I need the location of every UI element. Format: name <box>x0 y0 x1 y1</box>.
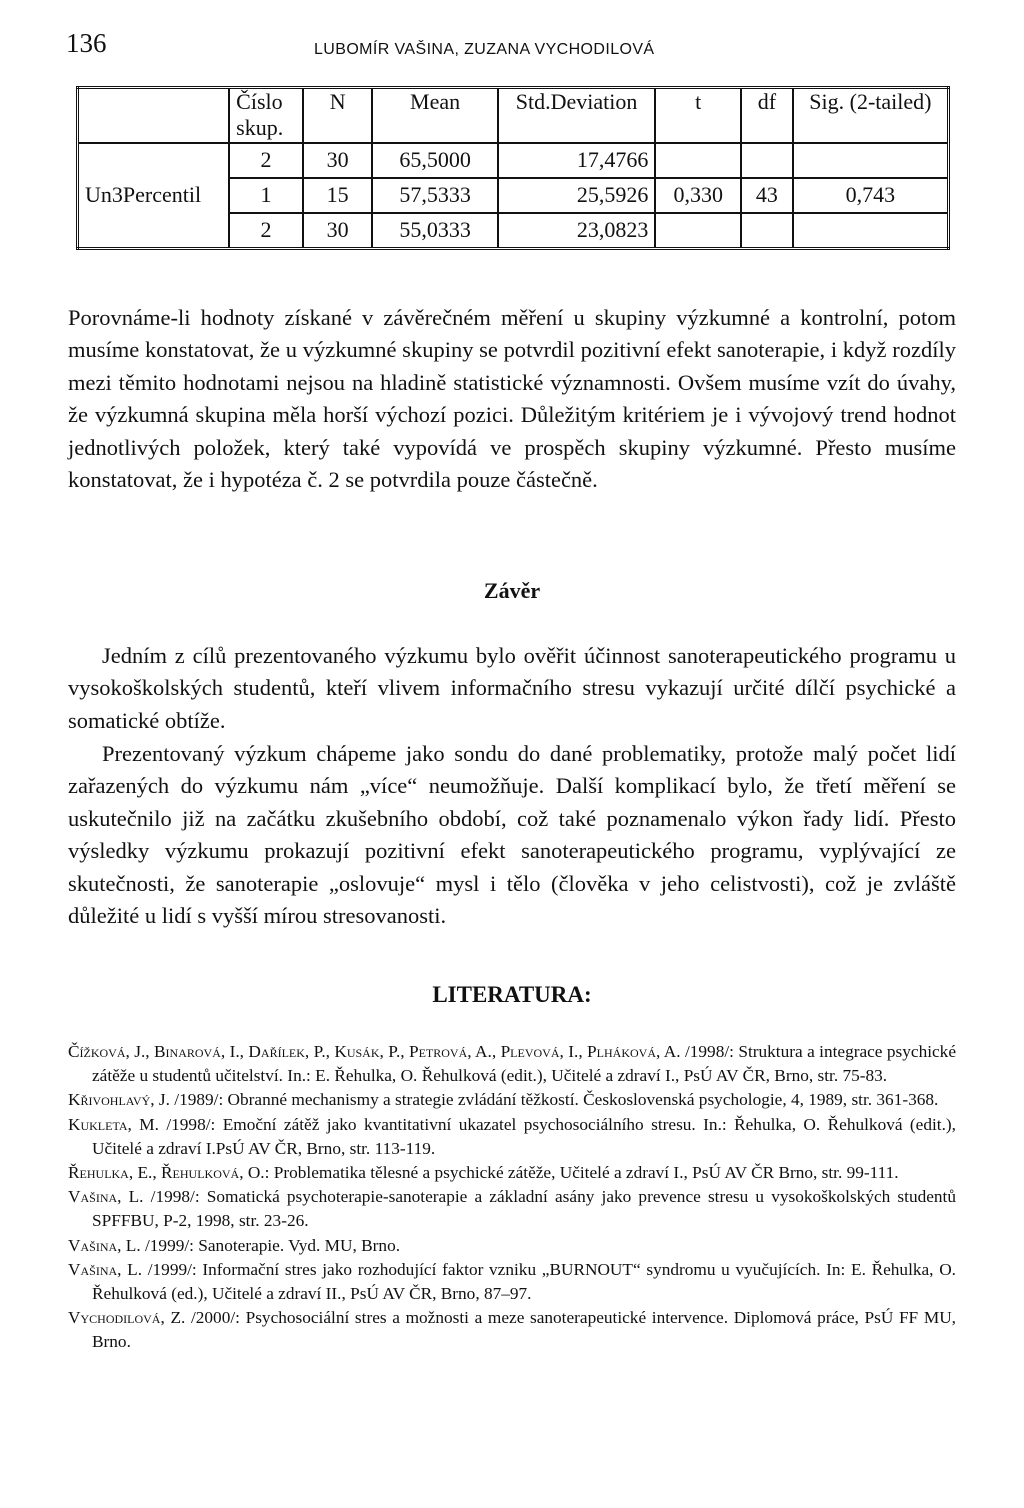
page-number: 136 <box>66 28 107 58</box>
column-header: N <box>303 88 372 143</box>
table-cell <box>655 213 741 249</box>
table-cell: 55,0333 <box>372 213 497 249</box>
paragraph-conclusion-1: Jedním z cílů prezentovaného výzkumu bylo ověřit účinnost sanoterapeutického programu u vysokoškolských studentů, kteří vlivem informačního stresu vykazují určité dílčí psychické a somatické obtíže. <box>68 643 956 733</box>
row-label: Un3Percentil <box>78 143 230 249</box>
page-header <box>66 28 956 64</box>
reference-text: /2000/: Psychosociální stres a možnosti a meze sanoterapeutické intervence. Diplomová práce, PsÚ FF MU, Brno. <box>92 1308 956 1352</box>
reference-author: Kukleta, M. <box>68 1114 159 1134</box>
reference-item <box>68 1234 956 1258</box>
reference-list <box>68 1040 956 1355</box>
table-header-row <box>78 88 949 143</box>
reference-text: : Problematika tělesné a psychické zátěže, Učitelé a zdraví I., PsÚ AV ČR Brno, str. 99-111. <box>264 1163 899 1183</box>
column-header: Sig. (2-tailed) <box>793 88 949 143</box>
table-cell: 0,330 <box>655 178 741 213</box>
column-header: Mean <box>372 88 497 143</box>
reference-author: Vychodilová, Z. <box>68 1308 186 1328</box>
reference-item <box>68 1040 956 1088</box>
table-cell <box>655 143 741 178</box>
table-cell <box>793 143 949 178</box>
table-cell <box>741 213 793 249</box>
column-header: Std.Deviation <box>498 88 656 143</box>
table-row <box>78 143 949 178</box>
column-header: Číslo skup. <box>229 88 303 143</box>
reference-author: Čížková, J., Binarová, I., Dařílek, P., Kusák, P., Petrová, A., Plevová, I., Plháková, A. <box>68 1042 681 1061</box>
paragraph-conclusion-2: Prezentovaný výzkum chápeme jako sondu do dané problematiky, protože malý počet lidí zařazených do výzkumu nám „více“ neumožňuje. Další komplikací bylo, že třetí měření se uskutečnilo již na začátku zkušebního období, což také poznamenalo výkon řady lidí. Přesto výsledky výzkumu prokazují pozitivní efekt sanoterapeutického programu, vyplývající ze skutečnosti, že sanoterapie „oslovuje“ mysl i tělo (člověka v jeho celistvosti), což je zvláště důležité u lidí s vyšší mírou stresovanosti. <box>68 741 956 929</box>
running-head: LUBOMÍR VAŠINA, ZUZANA VYCHODILOVÁ <box>314 41 655 58</box>
reference-text: /1999/: Informační stres jako rozhodující faktor vzniku „BURNOUT“ syndromu u vyučujících. In: E. Řehulka, O. Řehulková (ed.), Učitelé a zdraví II., PsÚ AV ČR, Brno, 87–97. <box>92 1259 956 1304</box>
reference-author: Vašina, L. <box>68 1235 141 1255</box>
column-header: df <box>741 88 793 143</box>
reference-author: Vašina, L. <box>68 1259 143 1279</box>
reference-text: /1998/: Struktura a integrace psychické zátěže u studentů učitelství. In.: E. Řehulka, O. Řehulková (edit.), Učitelé a zdraví I., PsÚ AV ČR, Brno, str. 75-83. <box>92 1042 956 1086</box>
table-cell: 57,5333 <box>372 178 497 213</box>
reference-author: Vašina, L. <box>68 1187 144 1207</box>
table-cell: 17,4766 <box>498 143 656 178</box>
reference-author: Křivohlavý, J. <box>68 1090 170 1110</box>
table-cell <box>793 213 949 249</box>
reference-item <box>68 1185 956 1233</box>
table-cell: 1 <box>229 178 303 213</box>
statistics-table <box>76 86 950 250</box>
table-cell: 25,5926 <box>498 178 656 213</box>
table-cell: 43 <box>741 178 793 213</box>
reference-item <box>68 1088 956 1112</box>
table-cell <box>741 143 793 178</box>
table-corner-cell <box>78 88 230 143</box>
reference-item <box>68 1306 956 1354</box>
reference-text: /1999/: Sanoterapie. Vyd. MU, Brno. <box>140 1235 401 1255</box>
paragraph-results: Porovnáme-li hodnoty získané v závěrečném měření u skupiny výzkumné a kontrolní, potom musíme konstatovat, že u výzkumné skupiny se potvrdil pozitivní efekt sanoterapie, i když rozdíly mezi těmito hodnotami nejsou na hladině statistické významnosti. Ovšem musíme vzít do úvahy, že výzkumná skupina měla horší výchozí pozici. Důležitým kritériem je i vývojový trend hodnot jednotlivých položek, který také vypovídá ve prospěch skupiny výzkumné. Přesto musíme konstatovat, že i hypotéza č. 2 se potvrdila pouze částečně. <box>68 305 956 493</box>
table-cell: 2 <box>229 213 303 249</box>
reference-text: /1989/: Obranné mechanismy a strategie zvládání těžkostí. Československá psychologie, 4, 1989, str. 361-368. <box>169 1090 939 1110</box>
table-cell: 23,0823 <box>498 213 656 249</box>
reference-item <box>68 1161 956 1185</box>
table-cell: 2 <box>229 143 303 178</box>
section-heading-literatura: LITERATURA: <box>432 982 592 1007</box>
reference-item <box>68 1113 956 1161</box>
table-cell: 15 <box>303 178 372 213</box>
table-cell: 30 <box>303 213 372 249</box>
table-cell: 65,5000 <box>372 143 497 178</box>
column-header: t <box>655 88 741 143</box>
section-heading-zaver: Závěr <box>483 578 541 603</box>
reference-author: Řehulka, E., Řehulková, O. <box>68 1163 265 1183</box>
table-cell: 0,743 <box>793 178 949 213</box>
reference-text: /1998/: Emoční zátěž jako kvantitativní ukazatel psychosociálního stresu. In.: Řehulka, O. Řehulková (edit.), Učitelé a zdraví I.PsÚ AV ČR, Brno, str. 113-119. <box>92 1114 956 1158</box>
reference-item <box>68 1258 956 1306</box>
reference-text: /1998/: Somatická psychoterapie-sanoterapie a základní asány jako prevence stresu u vysokoškolských studentů SPFFBU, P-2, 1998, str. 23-26. <box>92 1187 956 1231</box>
table-cell: 30 <box>303 143 372 178</box>
